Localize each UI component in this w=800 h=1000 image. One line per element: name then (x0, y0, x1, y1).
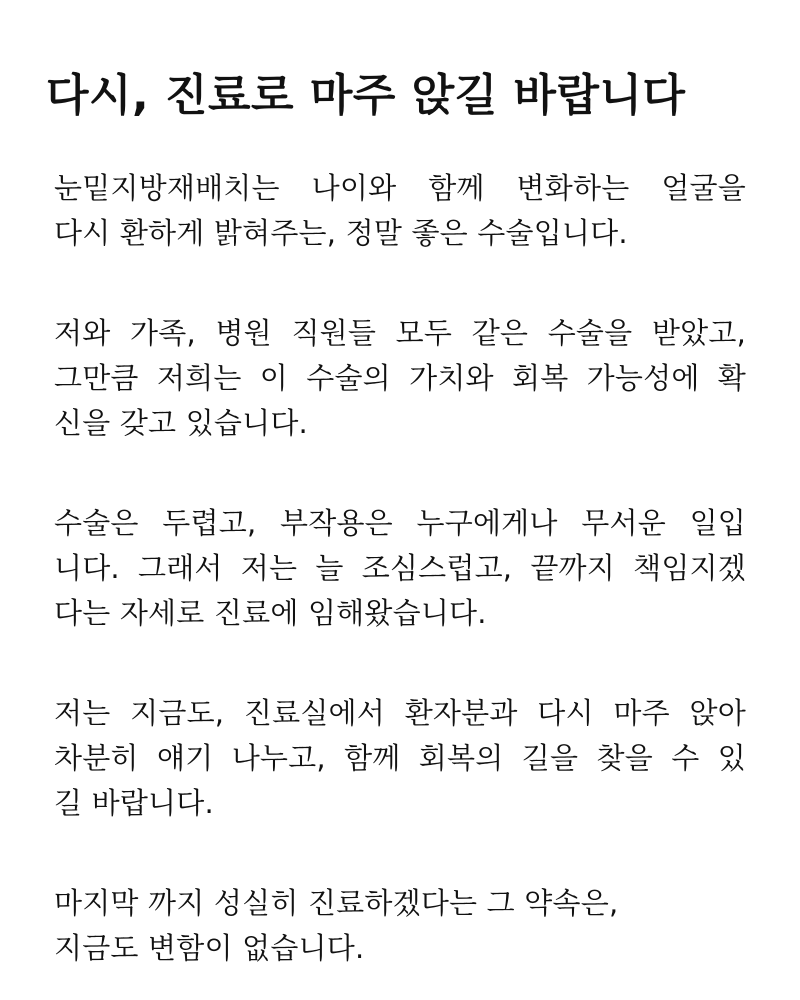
text-line: 저와 가족, 병원 직원들 모두 같은 수술을 받았고, (54, 316, 746, 350)
text-line: 길 바랍니다. (54, 786, 214, 820)
text-line: 수술은 두렵고, 부작용은 누구에게나 무서운 일입 (54, 506, 746, 540)
text-line: 마지막 까지 성실히 진료하겠다는 그 약속은, (54, 886, 619, 920)
text-line: 다시 환하게 밝혀주는, 정말 좋은 수술입니다. (54, 216, 628, 250)
paragraph-1 (54, 166, 758, 256)
paragraph-2 (54, 311, 758, 446)
text-line: 신을 갖고 있습니다. (54, 406, 308, 440)
text-line: 그만큼 저희는 이 수술의 가치와 회복 가능성에 확 (54, 361, 746, 395)
text-line: 지금도 변함이 없습니다. (54, 931, 365, 965)
paragraph-4 (54, 691, 758, 826)
paragraph-5 (54, 881, 758, 971)
text-line: 눈밑지방재배치는 나이와 함께 변화하는 얼굴을 (54, 171, 746, 205)
text-line: 다는 자세로 진료에 임해왔습니다. (54, 596, 487, 630)
paragraph-3 (54, 501, 758, 636)
page-title: 다시, 진료로 마주 앉길 바랍니다 (46, 70, 686, 121)
body-text (46, 166, 758, 971)
text-line: 저는 지금도, 진료실에서 환자분과 다시 마주 앉아 (54, 696, 746, 730)
text-line: 니다. 그래서 저는 늘 조심스럽고, 끝까지 책임지겠 (54, 551, 746, 585)
text-line: 차분히 얘기 나누고, 함께 회복의 길을 찾을 수 있 (54, 741, 746, 775)
